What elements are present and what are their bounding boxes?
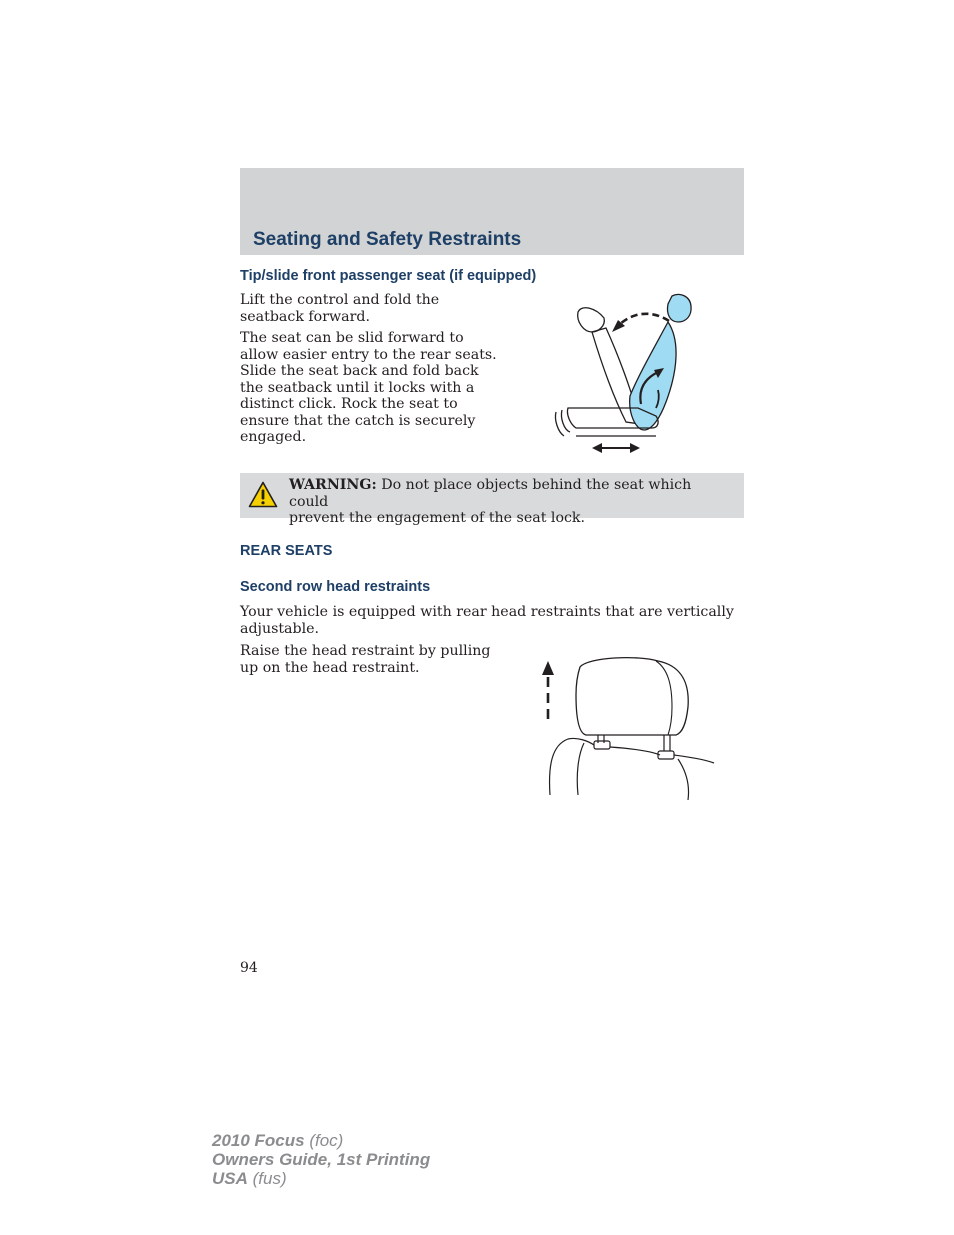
head-restraint-posts [594,735,674,759]
footer-line-2: Owners Guide, 1st Printing [212,1150,431,1169]
highlighted-headrest [667,294,691,322]
warning-triangle-icon [248,481,278,508]
rear-seatback [550,738,714,800]
tip-slide-heading: Tip/slide front passenger seat (if equipped) [240,268,537,284]
footer-line-1: 2010 Focus (foc) [212,1131,344,1150]
document-footer [212,1131,430,1188]
rear-paragraph-2: Raise the head restraint by pulling up on the head restraint. [240,643,491,676]
head-restraint-illustration [538,655,718,800]
raise-up-dashed-arrow [542,661,554,723]
rear-paragraph-1: Your vehicle is equipped with rear head restraints that are vertically adjustable. [240,604,734,637]
slide-double-arrow-icon [592,443,640,453]
footer-line-3: USA (fus) [212,1169,287,1188]
warning-box [240,473,744,526]
page-number: 94 [240,960,258,976]
rear-seats-heading: REAR SEATS [240,543,333,559]
fold-forward-dashed-arrow [620,314,669,324]
tip-paragraph-2: The seat can be slid forward to allow easier entry to the rear seats. Slide the seat back and fold back the seatback until it locks with a distinct click. Rock the seat to ensure that the catch is securely engaged. [240,330,497,445]
section-header-band [240,168,744,255]
second-row-head-restraints-heading: Second row head restraints [240,579,431,595]
warning-label: WARNING: [289,477,377,493]
tip-paragraph-1: Lift the control and fold the seatback forward. [240,292,440,325]
section-title: Seating and Safety Restraints [253,229,522,250]
tip-slide-seat-illustration [548,290,708,460]
warning-text: WARNING: Do not place objects behind the seat which could prevent the engagement of the seat lock. [289,477,692,526]
